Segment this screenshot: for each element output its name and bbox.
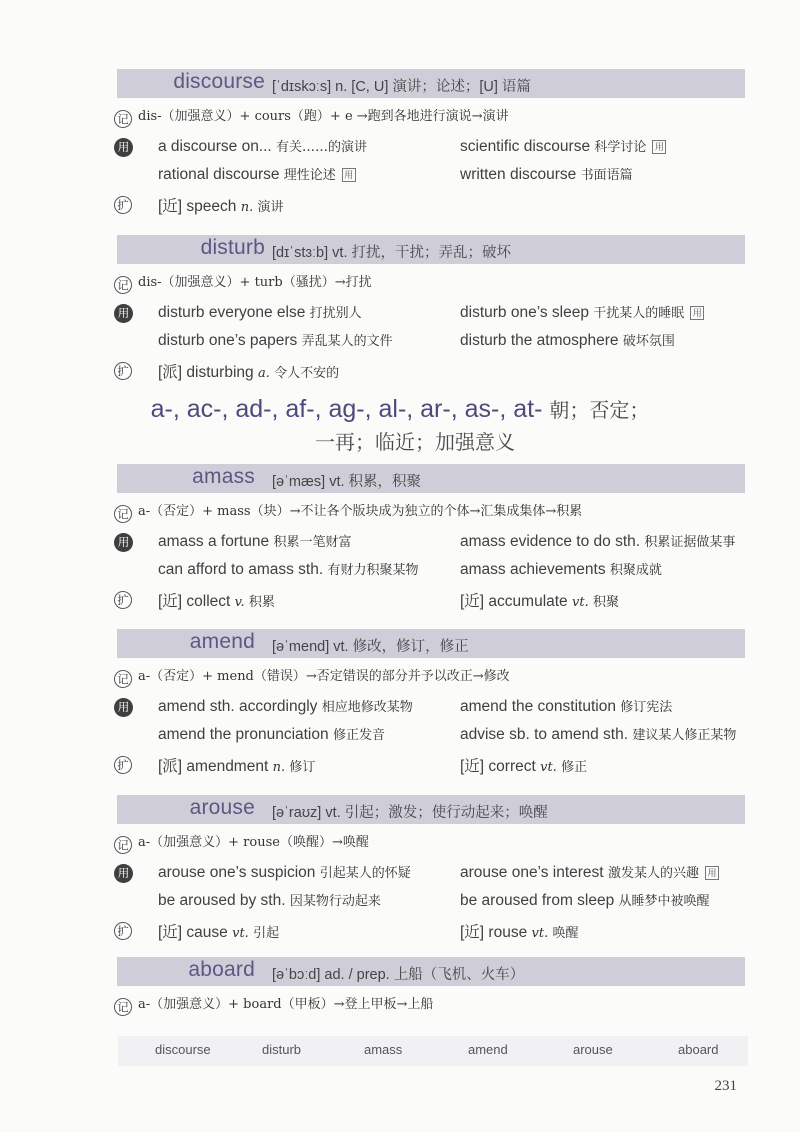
- usage-row: [114, 530, 139, 552]
- usage-icon: 用: [114, 698, 133, 717]
- phrase: rational discourse 理性论述 用: [158, 164, 356, 184]
- memory-text: dis-（加强意义）+ cours（跑）+ e →跑到各地进行演说→演讲: [138, 109, 509, 124]
- usage-row: [114, 861, 139, 883]
- usage-icon: 用: [114, 304, 133, 323]
- extension-item: [近] accumulate vt. 积聚: [460, 593, 620, 610]
- phrase: amend the constitution 修订宪法: [460, 698, 673, 715]
- headword: discourse: [173, 70, 265, 93]
- extension-row: [114, 193, 138, 214]
- headword-definition: [əˈmend] vt. 修改，修订，修正: [272, 639, 469, 655]
- memory-row: [114, 105, 509, 128]
- phrase: a discourse on... 有关……的演讲: [158, 138, 368, 155]
- footer-word: amend: [468, 1042, 508, 1057]
- usage-tag-icon: 用: [652, 140, 666, 154]
- memory-icon: 记: [114, 110, 132, 128]
- memory-row: [114, 993, 433, 1016]
- footer-word: amass: [364, 1042, 403, 1057]
- headword: arouse: [189, 796, 255, 819]
- memory-row: [114, 500, 582, 523]
- headword-definition: [əˈbɔːd] ad. / prep. 上船（飞机、火车）: [272, 967, 525, 983]
- prefix-subtitle: 一再；临近；加强意义: [315, 432, 515, 454]
- headword-definition: [əˈmæs] vt. 积累，积聚: [272, 474, 422, 490]
- memory-icon: 记: [114, 505, 132, 523]
- prefix-title-en: a-, ac-, ad-, af-, ag-, al-, ar-, as-, at-: [150, 395, 543, 423]
- memory-text: a-（加强意义）+ board（甲板）→登上甲板→上船: [138, 997, 434, 1012]
- extension-item: [派] amendment n. 修订: [158, 758, 316, 775]
- headword-definition: [əˈraʊz] vt. 引起；激发；使行动起来；唤醒: [272, 805, 548, 821]
- extension-icon: 扩: [114, 922, 132, 940]
- phrase: amass achievements 积聚成就: [460, 561, 662, 578]
- usage-icon: 用: [114, 864, 133, 883]
- extension-row: [114, 588, 138, 609]
- extension-row: [114, 359, 138, 380]
- usage-row: [114, 301, 139, 323]
- page-number: 231: [714, 1078, 737, 1094]
- extension-item: [近] cause vt. 引起: [158, 924, 280, 941]
- usage-icon: 用: [114, 138, 133, 157]
- phrase: arouse one’s suspicion 引起某人的怀疑: [158, 864, 411, 881]
- phrase: disturb one’s sleep 干扰某人的睡眠 用: [460, 302, 704, 322]
- phrase: disturb the atmosphere 破坏氛围: [460, 332, 675, 349]
- extension-item: [派] disturbing a. 令人不安的: [158, 364, 340, 381]
- memory-row: [114, 271, 372, 294]
- footer-word: discourse: [155, 1042, 211, 1057]
- phrase: advise sb. to amend sth. 建议某人修正某物: [460, 726, 737, 743]
- memory-row: [114, 665, 510, 688]
- phrase: scientific discourse 科学讨论 用: [460, 136, 666, 156]
- phrase: amend the pronunciation 修正发音: [158, 726, 385, 743]
- extension-item: [近] rouse vt. 唤醒: [460, 924, 579, 941]
- usage-tag-icon: 用: [705, 866, 719, 880]
- extension-row: [114, 753, 138, 774]
- phrase: arouse one’s interest 激发某人的兴趣 用: [460, 862, 719, 882]
- phrase: disturb everyone else 打扰别人: [158, 304, 362, 321]
- extension-row: [114, 919, 138, 940]
- footer-word: aboard: [678, 1042, 719, 1057]
- memory-icon: 记: [114, 998, 132, 1016]
- prefix-title-cn: 朝；否定；: [549, 400, 650, 422]
- extension-item: [近] speech n. 演讲: [158, 198, 284, 215]
- memory-text: dis-（加强意义）+ turb（骚扰）→打扰: [138, 275, 372, 290]
- phrase: disturb one’s papers 弄乱某人的文件: [158, 332, 393, 349]
- memory-icon: 记: [114, 836, 132, 854]
- prefix-title: [0, 394, 800, 424]
- memory-text: a-（加强意义）+ rouse（唤醒）→唤醒: [138, 835, 369, 850]
- memory-icon: 记: [114, 276, 132, 294]
- extension-icon: 扩: [114, 591, 132, 609]
- phrase: amass a fortune 积累一笔财富: [158, 533, 352, 550]
- phrase: written discourse 书面语篇: [460, 166, 633, 183]
- usage-tag-icon: 用: [690, 306, 704, 320]
- memory-text: a-（否定）+ mass（块）→不让各个版块成为独立的个体→汇集成集体→积累: [138, 504, 583, 519]
- phrase: can afford to amass sth. 有财力积聚某物: [158, 561, 419, 578]
- headword: amass: [192, 465, 255, 488]
- headword: aboard: [188, 958, 255, 981]
- extension-item: [近] correct vt. 修正: [460, 758, 588, 775]
- memory-row: [114, 831, 369, 854]
- phrase: amass evidence to do sth. 积累证据做某事: [460, 533, 736, 550]
- memory-icon: 记: [114, 670, 132, 688]
- footer-word: arouse: [573, 1042, 613, 1057]
- footer-word: disturb: [262, 1042, 302, 1057]
- extension-item: [近] collect v. 积累: [158, 593, 275, 610]
- phrase: be aroused from sleep 从睡梦中被唤醒: [460, 892, 710, 909]
- usage-row: [114, 135, 139, 157]
- headword-definition: [ˈdɪskɔːs] n. [C, U] 演讲；论述；[U] 语篇: [272, 79, 531, 95]
- headword: amend: [189, 630, 255, 653]
- memory-text: a-（否定）+ mend（错误）→否定错误的部分并予以改正→修改: [138, 669, 510, 684]
- headword: disturb: [200, 236, 265, 259]
- extension-icon: 扩: [114, 362, 132, 380]
- usage-row: [114, 695, 139, 717]
- footer-word-band: [118, 1036, 748, 1066]
- extension-icon: 扩: [114, 756, 132, 774]
- phrase: be aroused by sth. 因某物行动起来: [158, 892, 381, 909]
- usage-icon: 用: [114, 533, 133, 552]
- phrase: amend sth. accordingly 相应地修改某物: [158, 698, 413, 715]
- usage-tag-icon: 用: [342, 168, 356, 182]
- extension-icon: 扩: [114, 196, 132, 214]
- headword-definition: [dɪˈstɜːb] vt. 打扰，干扰；弄乱；破坏: [272, 245, 511, 261]
